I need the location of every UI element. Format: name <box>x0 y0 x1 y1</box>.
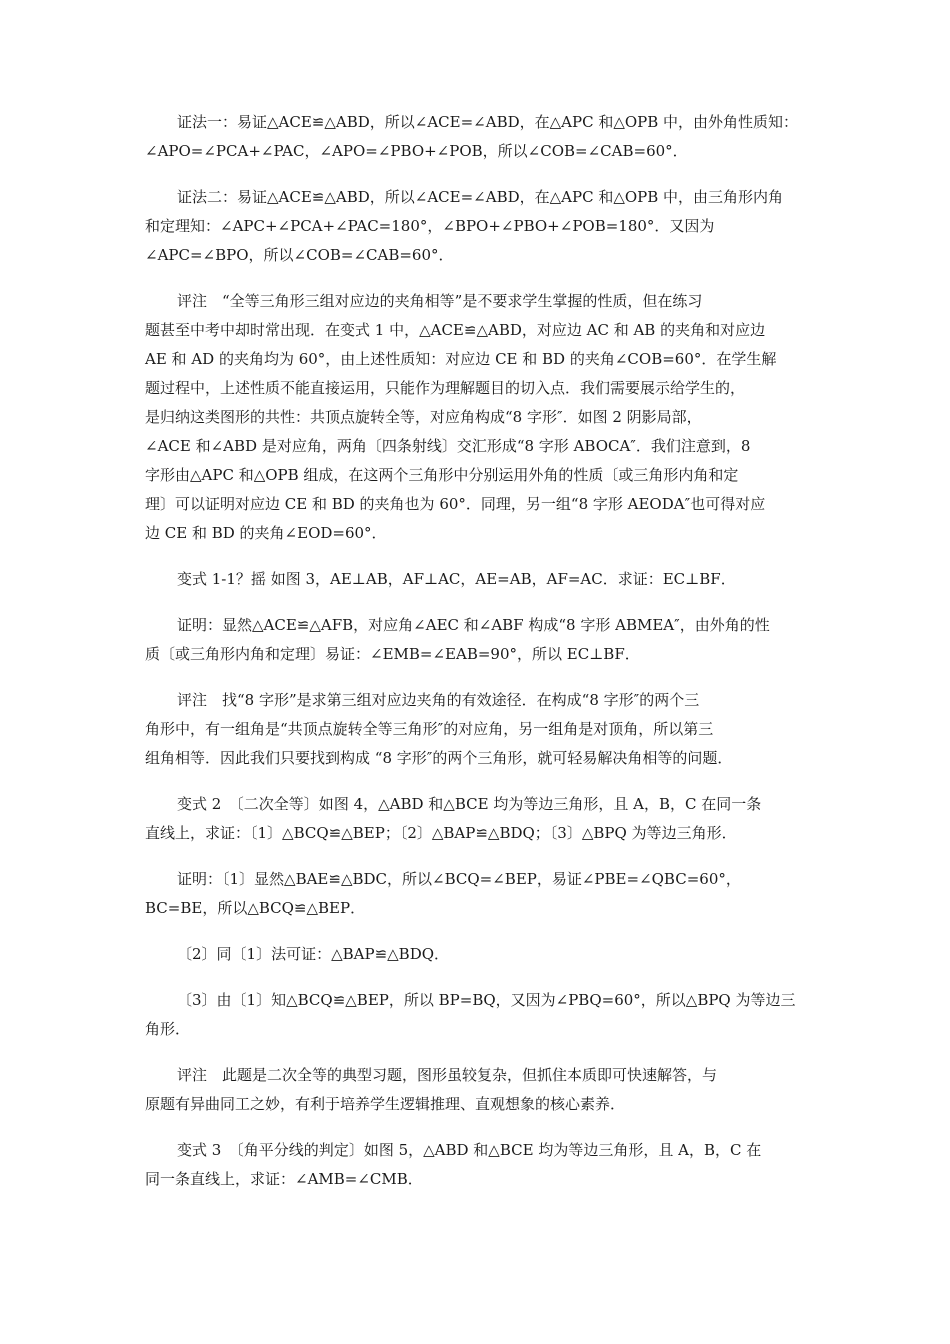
text-line: 原题有异曲同工之妙，有利于培养学生逻辑推理、直观想象的核心素养． <box>145 1095 626 1113</box>
text-line: 证法一：易证△ACE≌△ABD，所以∠ACE=∠ABD，在△APC 和△OPB 中，由外角性质知： <box>177 113 799 131</box>
text-line: 评注 此题是二次全等的典型习题，图形虽较复杂，但抓住本质即可快速解答，与 <box>177 1066 718 1084</box>
text-line: 直线上，求证：〔1〕△BCQ≌△BEP；〔2〕△BAP≌△BDQ；〔3〕△BPQ 为等边三角形． <box>145 824 737 842</box>
text-line: 变式 1-1？摇 如图 3，AE⊥AB，AF⊥AC，AE=AB，AF=AC．求证：EC⊥BF． <box>177 570 736 588</box>
paragraph-proof-method-2 <box>145 183 810 270</box>
text-line: 评注 找“8 字形”是求第三组对应边夹角的有效途径．在构成“8 字形″的两个三 <box>177 691 700 709</box>
text-line: 和定理知：∠APC+∠PCA+∠PAC=180°，∠BPO+∠PBO+∠POB=180°．又因为 <box>145 217 715 235</box>
paragraph-commentary-3 <box>145 1061 810 1119</box>
text-line: AE 和 AD 的夹角均为 60°，由上述性质知：对应边 CE 和 BD 的夹角∠COB=60°．在学生解 <box>145 350 777 368</box>
paragraph-proof-method-1 <box>145 108 810 166</box>
paragraph-commentary-2 <box>145 686 810 773</box>
text-line: 变式 3 〔角平分线的判定〕如图 5，△ABD 和△BCE 均为等边三角形，且 A，B，C 在 <box>177 1141 762 1159</box>
paragraph-commentary-1 <box>145 287 810 548</box>
text-line: 边 CE 和 BD 的夹角∠EOD=60°． <box>145 524 387 542</box>
document-body <box>145 108 810 1211</box>
text-line: 角形中，有一组角是“共顶点旋转全等三角形″的对应角，另一组角是对顶角，所以第三 <box>145 720 714 738</box>
text-line: 理〕可以证明对应边 CE 和 BD 的夹角也为 60°．同理，另一组“8 字形 AEODA″也可得对应 <box>145 495 766 513</box>
text-line: 角形． <box>145 1020 191 1038</box>
text-line: 证明：显然△ACE≌△AFB，对应角∠AEC 和∠ABF 构成“8 字形 ABMEA″，由外角的性 <box>177 616 770 634</box>
text-line: 证法二：易证△ACE≌△ABD，所以∠ACE=∠ABD，在△APC 和△OPB 中，由三角形内角 <box>177 188 784 206</box>
paragraph-variant-2 <box>145 790 810 848</box>
text-line: 字形由△APC 和△OPB 组成，在这两个三角形中分别运用外角的性质〔或三角形内角和定 <box>145 466 739 484</box>
paragraph-variant-3 <box>145 1136 810 1194</box>
paragraph-proof-variant-1-1 <box>145 611 810 669</box>
text-line: 题甚至中考中却时常出现．在变式 1 中，△ACE≌△ABD，对应边 AC 和 AB 的夹角和对应边 <box>145 321 766 339</box>
text-line: 变式 2 〔二次全等〕如图 4，△ABD 和△BCE 均为等边三角形，且 A，B，C 在同一条 <box>177 795 762 813</box>
text-line: 是归纳这类图形的共性：共顶点旋转全等，对应角构成“8 字形″．如图 2 阴影局部， <box>145 408 702 426</box>
text-line: 题过程中，上述性质不能直接运用，只能作为理解题目的切入点．我们需要展示给学生的， <box>145 379 746 397</box>
text-line: ∠APO=∠PCA+∠PAC，∠APO=∠PBO+∠POB，所以∠COB=∠CAB=60°． <box>145 142 688 160</box>
text-line: 评注 “全等三角形三组对应边的夹角相等”是不要求学生掌握的性质，但在练习 <box>177 292 703 310</box>
paragraph-variant-1-1 <box>145 565 810 594</box>
paragraph-proof-variant-2-part-1 <box>145 865 810 923</box>
text-line: 同一条直线上，求证：∠AMB=∠CMB． <box>145 1170 423 1188</box>
paragraph-proof-variant-2-part-2 <box>145 940 810 969</box>
text-line: 证明：〔1〕显然△BAE≌△BDC，所以∠BCQ=∠BEP，易证∠PBE=∠QBC=60°， <box>177 870 741 888</box>
text-line: 〔2〕同〔1〕法可证：△BAP≌△BDQ． <box>177 945 450 963</box>
text-line: ∠ACE 和∠ABD 是对应角，两角〔四条射线〕交汇形成“8 字形 ABOCA″．我们注意到，8 <box>145 437 751 455</box>
text-line: 质〔或三角形内角和定理〕易证：∠EMB=∠EAB=90°，所以 EC⊥BF． <box>145 645 640 663</box>
text-line: BC=BE，所以△BCQ≌△BEP． <box>145 899 366 917</box>
text-line: 〔3〕由〔1〕知△BCQ≌△BEP，所以 BP=BQ，又因为∠PBQ=60°，所以△BPQ 为等边三 <box>177 991 796 1009</box>
text-line: ∠APC=∠BPO，所以∠COB=∠CAB=60°． <box>145 246 454 264</box>
paragraph-proof-variant-2-part-3 <box>145 986 810 1044</box>
text-line: 组角相等．因此我们只要找到构成 “8 字形″的两个三角形，就可轻易解决角相等的问题． <box>145 749 733 767</box>
